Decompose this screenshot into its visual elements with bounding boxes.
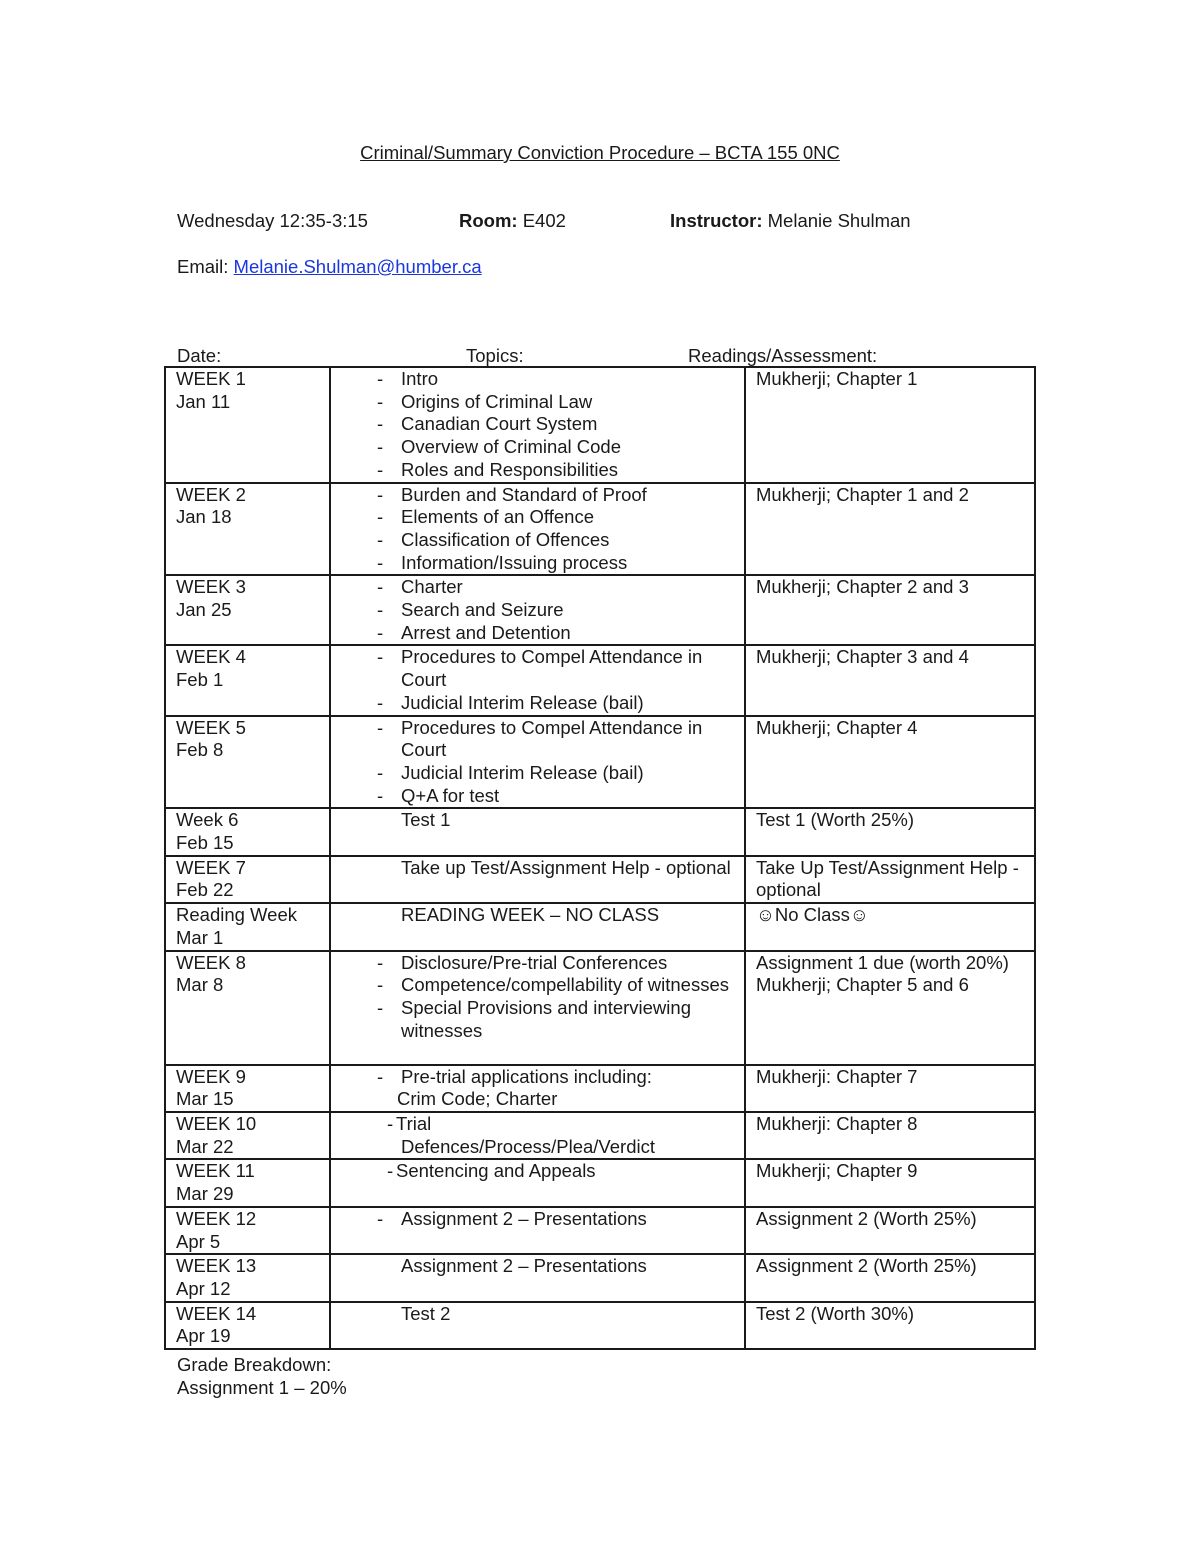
topic-item: Take up Test/Assignment Help - optional xyxy=(401,856,731,878)
date-cell xyxy=(165,1302,330,1349)
date-cell xyxy=(165,1112,330,1159)
topics-cell xyxy=(330,1207,745,1254)
topics-cell xyxy=(330,1112,745,1159)
table-row xyxy=(165,903,1035,950)
week-date: Mar 8 xyxy=(176,974,224,996)
topics-cell xyxy=(330,903,745,950)
topic-item-continued: Defences/Process/Plea/Verdict xyxy=(401,1135,655,1157)
instructor-value: Melanie Shulman xyxy=(762,210,911,231)
week-date: Feb 8 xyxy=(176,739,224,761)
instructor-label: Instructor: xyxy=(670,210,763,231)
week-date: Mar 1 xyxy=(176,926,224,948)
column-header-readings: Readings/Assessment: xyxy=(688,345,878,366)
topic-item: - Elements of an Offence xyxy=(377,506,594,528)
topic-item: - Arrest and Detention xyxy=(377,621,571,643)
date-cell xyxy=(165,808,330,855)
course-meta xyxy=(177,209,1077,233)
topic-item: - Roles and Responsibilities xyxy=(377,458,618,480)
topic-item: Test 1 xyxy=(401,809,451,831)
week-label: Week 6 xyxy=(176,809,239,831)
page-title: Criminal/Summary Conviction Procedure – BCTA 155 0NC xyxy=(360,142,840,163)
topic-item: READING WEEK – NO CLASS xyxy=(401,904,660,926)
readings-cell: Assignment 2 (Worth 25%) xyxy=(745,1254,1035,1301)
readings-cell: Mukherji; Chapter 1 xyxy=(745,367,1035,483)
readings-cell: ☺No Class☺ xyxy=(745,903,1035,950)
date-cell xyxy=(165,716,330,809)
readings-cell: Assignment 2 (Worth 25%) xyxy=(745,1207,1035,1254)
readings-cell: Take Up Test/Assignment Help - optional xyxy=(745,856,1035,903)
week-date: Mar 22 xyxy=(176,1135,234,1157)
topic-item: - Search and Seizure xyxy=(377,599,564,621)
readings-cell: Mukherji: Chapter 8 xyxy=(745,1112,1035,1159)
week-date: Jan 25 xyxy=(176,599,232,621)
table-row xyxy=(165,856,1035,903)
topic-item: - Special Provisions and interviewing witnesses xyxy=(377,996,691,1041)
date-cell xyxy=(165,483,330,576)
grade-line: Assignment 1 – 20% xyxy=(177,1377,347,1398)
week-label: WEEK 5 xyxy=(176,716,246,738)
week-label: WEEK 7 xyxy=(176,856,246,878)
week-label: WEEK 4 xyxy=(176,646,246,668)
schedule-table xyxy=(164,366,1036,1350)
table-row xyxy=(165,808,1035,855)
topic-item: - Canadian Court System xyxy=(377,413,598,435)
date-cell xyxy=(165,856,330,903)
topics-cell xyxy=(330,645,745,715)
readings-cell: Test 1 (Worth 25%) xyxy=(745,808,1035,855)
topic-item: - Information/Issuing process xyxy=(377,551,628,573)
week-date: Feb 22 xyxy=(176,879,234,901)
topic-item: - Pre-trial applications including: xyxy=(377,1065,652,1087)
topic-item: - Q+A for test xyxy=(377,784,500,806)
readings-cell: Mukherji; Chapter 9 xyxy=(745,1159,1035,1206)
date-cell xyxy=(165,1159,330,1206)
grade-heading: Grade Breakdown: xyxy=(177,1354,332,1375)
topics-cell xyxy=(330,856,745,903)
readings-cell: Mukherji: Chapter 7 xyxy=(745,1065,1035,1112)
column-header-date: Date: xyxy=(177,345,222,366)
topic-item: - Assignment 2 – Presentations xyxy=(377,1207,647,1229)
topic-item: Assignment 2 – Presentations xyxy=(401,1255,647,1277)
topics-cell xyxy=(330,1159,745,1206)
week-label: WEEK 13 xyxy=(176,1255,257,1277)
date-cell xyxy=(165,1065,330,1112)
topics-cell xyxy=(330,575,745,645)
topic-item: - Origins of Criminal Law xyxy=(377,390,593,412)
topic-item: - Judicial Interim Release (bail) xyxy=(377,691,644,713)
topic-item: - Judicial Interim Release (bail) xyxy=(377,761,644,783)
topic-item: - Charter xyxy=(377,576,463,598)
week-label: Reading Week xyxy=(176,904,298,926)
date-cell xyxy=(165,1207,330,1254)
date-cell xyxy=(165,645,330,715)
week-date: Apr 5 xyxy=(176,1230,221,1252)
table-row xyxy=(165,1065,1035,1112)
topic-item: - Intro xyxy=(377,368,439,389)
table-row xyxy=(165,1302,1035,1349)
topics-cell xyxy=(330,1302,745,1349)
week-date: Mar 15 xyxy=(176,1088,234,1110)
room-label: Room: xyxy=(459,210,518,231)
week-label: WEEK 10 xyxy=(176,1112,257,1134)
room-info xyxy=(459,209,566,233)
readings-cell: Test 2 (Worth 30%) xyxy=(745,1302,1035,1349)
table-row xyxy=(165,951,1035,1065)
topic-item: - Competence/compellability of witnesses xyxy=(377,974,730,996)
week-date: Apr 12 xyxy=(176,1277,231,1299)
week-label: WEEK 1 xyxy=(176,368,246,389)
week-label: WEEK 3 xyxy=(176,576,246,598)
topic-item: - Sentencing and Appeals xyxy=(387,1160,596,1182)
schedule-text: Wednesday 12:35-3:15 xyxy=(177,210,368,231)
week-date: Jan 11 xyxy=(176,390,231,412)
week-label: WEEK 2 xyxy=(176,483,246,505)
email-link[interactable]: Melanie.Shulman@humber.ca xyxy=(233,256,482,277)
topic-item: - Trial xyxy=(387,1112,432,1134)
date-cell xyxy=(165,1254,330,1301)
week-label: WEEK 8 xyxy=(176,951,246,973)
table-row xyxy=(165,1159,1035,1206)
topics-cell xyxy=(330,1254,745,1301)
date-cell xyxy=(165,951,330,1065)
week-date: Feb 1 xyxy=(176,669,224,691)
week-label: WEEK 9 xyxy=(176,1065,246,1087)
table-row xyxy=(165,1207,1035,1254)
table-row xyxy=(165,575,1035,645)
email-line xyxy=(177,255,482,279)
table-row xyxy=(165,645,1035,715)
topic-item: Test 2 xyxy=(401,1302,451,1324)
column-header-topics: Topics: xyxy=(466,345,524,366)
date-cell xyxy=(165,575,330,645)
room-value: E402 xyxy=(517,210,566,231)
topics-cell xyxy=(330,367,745,483)
table-row xyxy=(165,1254,1035,1301)
table-row xyxy=(165,367,1035,483)
week-label: WEEK 12 xyxy=(176,1207,257,1229)
topic-item-continued: Crim Code; Charter xyxy=(397,1088,558,1110)
date-cell xyxy=(165,367,330,483)
topics-cell xyxy=(330,716,745,809)
topics-cell xyxy=(330,808,745,855)
table-row xyxy=(165,716,1035,809)
topic-item: - Procedures to Compel Attendance in Court xyxy=(377,646,703,691)
topic-item: - Burden and Standard of Proof xyxy=(377,483,647,505)
week-date: Apr 19 xyxy=(176,1325,231,1347)
date-cell xyxy=(165,903,330,950)
topic-item: - Disclosure/Pre-trial Conferences xyxy=(377,951,668,973)
readings-cell: Mukherji; Chapter 3 and 4 xyxy=(745,645,1035,715)
week-label: WEEK 11 xyxy=(176,1160,255,1182)
week-label: WEEK 14 xyxy=(176,1302,257,1324)
topics-cell xyxy=(330,1065,745,1112)
topic-item: - Procedures to Compel Attendance in Court xyxy=(377,716,703,761)
topic-item: - Classification of Offences xyxy=(377,528,610,550)
topics-cell xyxy=(330,483,745,576)
topics-cell xyxy=(330,951,745,1065)
week-date: Feb 15 xyxy=(176,832,234,854)
week-date: Jan 18 xyxy=(176,506,232,528)
table-row xyxy=(165,483,1035,576)
grade-breakdown xyxy=(177,1353,347,1399)
readings-cell: Mukherji; Chapter 1 and 2 xyxy=(745,483,1035,576)
table-row xyxy=(165,1112,1035,1159)
instructor-info xyxy=(670,209,911,233)
topic-item: - Overview of Criminal Code xyxy=(377,436,622,458)
readings-cell: Mukherji; Chapter 2 and 3 xyxy=(745,575,1035,645)
readings-cell: Assignment 1 due (worth 20%) Mukherji; Chapter 5 and 6 xyxy=(745,951,1035,1065)
email-label: Email: xyxy=(177,256,234,277)
week-date: Mar 29 xyxy=(176,1183,234,1205)
readings-cell: Mukherji; Chapter 4 xyxy=(745,716,1035,809)
